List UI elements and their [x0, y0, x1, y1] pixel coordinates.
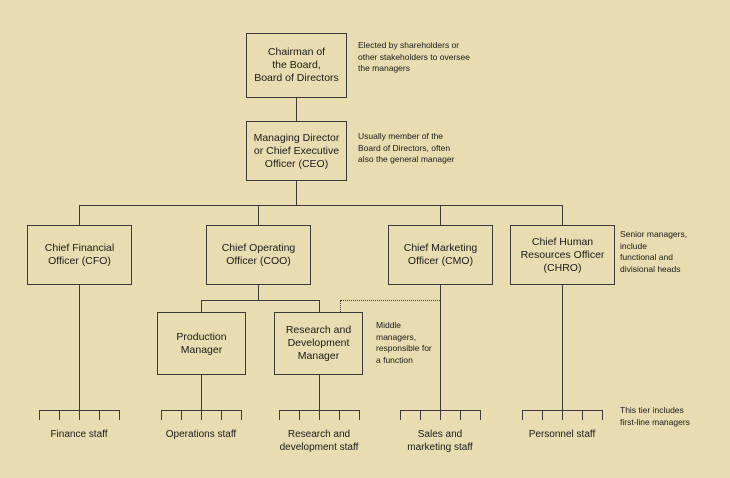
connector-clevel-bus — [79, 205, 562, 206]
comb-operations-tooth-4 — [221, 410, 222, 420]
connector-bus-cfo — [79, 205, 80, 225]
note-senior-managers: Senior managers, include functional and divisional heads — [620, 229, 688, 274]
comb-operations-tooth-2 — [181, 410, 182, 420]
staff-label-personnel: Personnel staff — [528, 429, 596, 440]
comb-research-tooth-5 — [359, 410, 360, 420]
comb-personnel-tooth-4 — [582, 410, 583, 420]
comb-finance-tooth-1 — [39, 410, 40, 420]
connector-ceo-bus — [296, 181, 297, 205]
connector-production-operations — [201, 375, 202, 410]
comb-finance-tooth-2 — [59, 410, 60, 420]
node-coo[interactable] — [206, 225, 311, 285]
node-production-manager-label: Production Manager — [176, 330, 227, 356]
node-cmo-label: Chief Marketing Officer (CMO) — [403, 242, 478, 267]
comb-research-tooth-4 — [339, 410, 340, 420]
node-chro[interactable] — [510, 225, 615, 285]
comb-personnel-tooth-1 — [522, 410, 523, 420]
node-randd-manager[interactable] — [274, 312, 363, 375]
comb-operations-tooth-5 — [241, 410, 242, 420]
comb-personnel-tooth-3 — [562, 410, 563, 420]
comb-sales-tooth-2 — [420, 410, 421, 420]
node-coo-label: Chief Operating Officer (COO) — [221, 242, 296, 267]
connector-chairman-ceo — [296, 98, 297, 121]
connector-coo-middle-bus — [258, 285, 259, 300]
node-cmo[interactable] — [388, 225, 493, 285]
node-ceo[interactable] — [246, 121, 347, 181]
connector-randd-research — [319, 375, 320, 410]
node-chairman-label: Chairman of the Board, Board of Directors — [254, 46, 339, 84]
connector-bus-randd — [319, 300, 320, 312]
comb-personnel-tooth-5 — [602, 410, 603, 420]
comb-research-tooth-1 — [279, 410, 280, 420]
comb-sales-tooth-1 — [400, 410, 401, 420]
note-middle-managers: Middle managers, responsible for a function — [376, 320, 432, 365]
connector-bus-coo — [258, 205, 259, 225]
comb-finance-tooth-5 — [119, 410, 120, 420]
node-chairman[interactable] — [246, 33, 347, 98]
connector-bus-chro — [562, 205, 563, 225]
connector-cfo-finance — [79, 285, 80, 410]
comb-research-tooth-2 — [299, 410, 300, 420]
node-production-manager[interactable] — [157, 312, 246, 375]
comb-sales-tooth-5 — [480, 410, 481, 420]
comb-personnel-tooth-2 — [542, 410, 543, 420]
comb-operations-tooth-3 — [201, 410, 202, 420]
note-ceo: Usually member of the Board of Directors, often also the general manager — [358, 131, 455, 164]
staff-label-sales: Sales and marketing staff — [407, 429, 473, 453]
staff-label-research: Research and development staff — [279, 429, 359, 453]
connector-bus-cmo — [440, 205, 441, 225]
node-chro-label: Chief Human Resources Officer (CHRO) — [520, 235, 605, 274]
note-tier: This tier includes first-line managers — [620, 405, 690, 427]
node-cfo-label: Chief Financial Officer (CFO) — [44, 242, 115, 267]
staff-label-operations: Operations staff — [165, 429, 237, 440]
dotted-connector-cmo-randd-horizontal — [340, 300, 440, 301]
node-ceo-label: Managing Director or Chief Executive Officer (CEO) — [253, 131, 340, 170]
connector-middle-bus — [201, 300, 319, 301]
staff-label-finance: Finance staff — [50, 429, 108, 440]
node-randd-manager-label: Research and Development Manager — [285, 324, 352, 362]
comb-operations-tooth-1 — [161, 410, 162, 420]
connector-bus-production — [201, 300, 202, 312]
comb-finance-tooth-3 — [79, 410, 80, 420]
comb-sales-tooth-3 — [440, 410, 441, 420]
connector-chro-personnel — [562, 285, 563, 410]
node-cfo[interactable] — [27, 225, 132, 285]
comb-finance-tooth-4 — [99, 410, 100, 420]
dotted-connector-randd-vertical — [340, 300, 341, 312]
comb-research-tooth-3 — [319, 410, 320, 420]
note-board: Elected by shareholders or other stakeholders to oversee the managers — [358, 40, 470, 73]
comb-sales-tooth-4 — [460, 410, 461, 420]
